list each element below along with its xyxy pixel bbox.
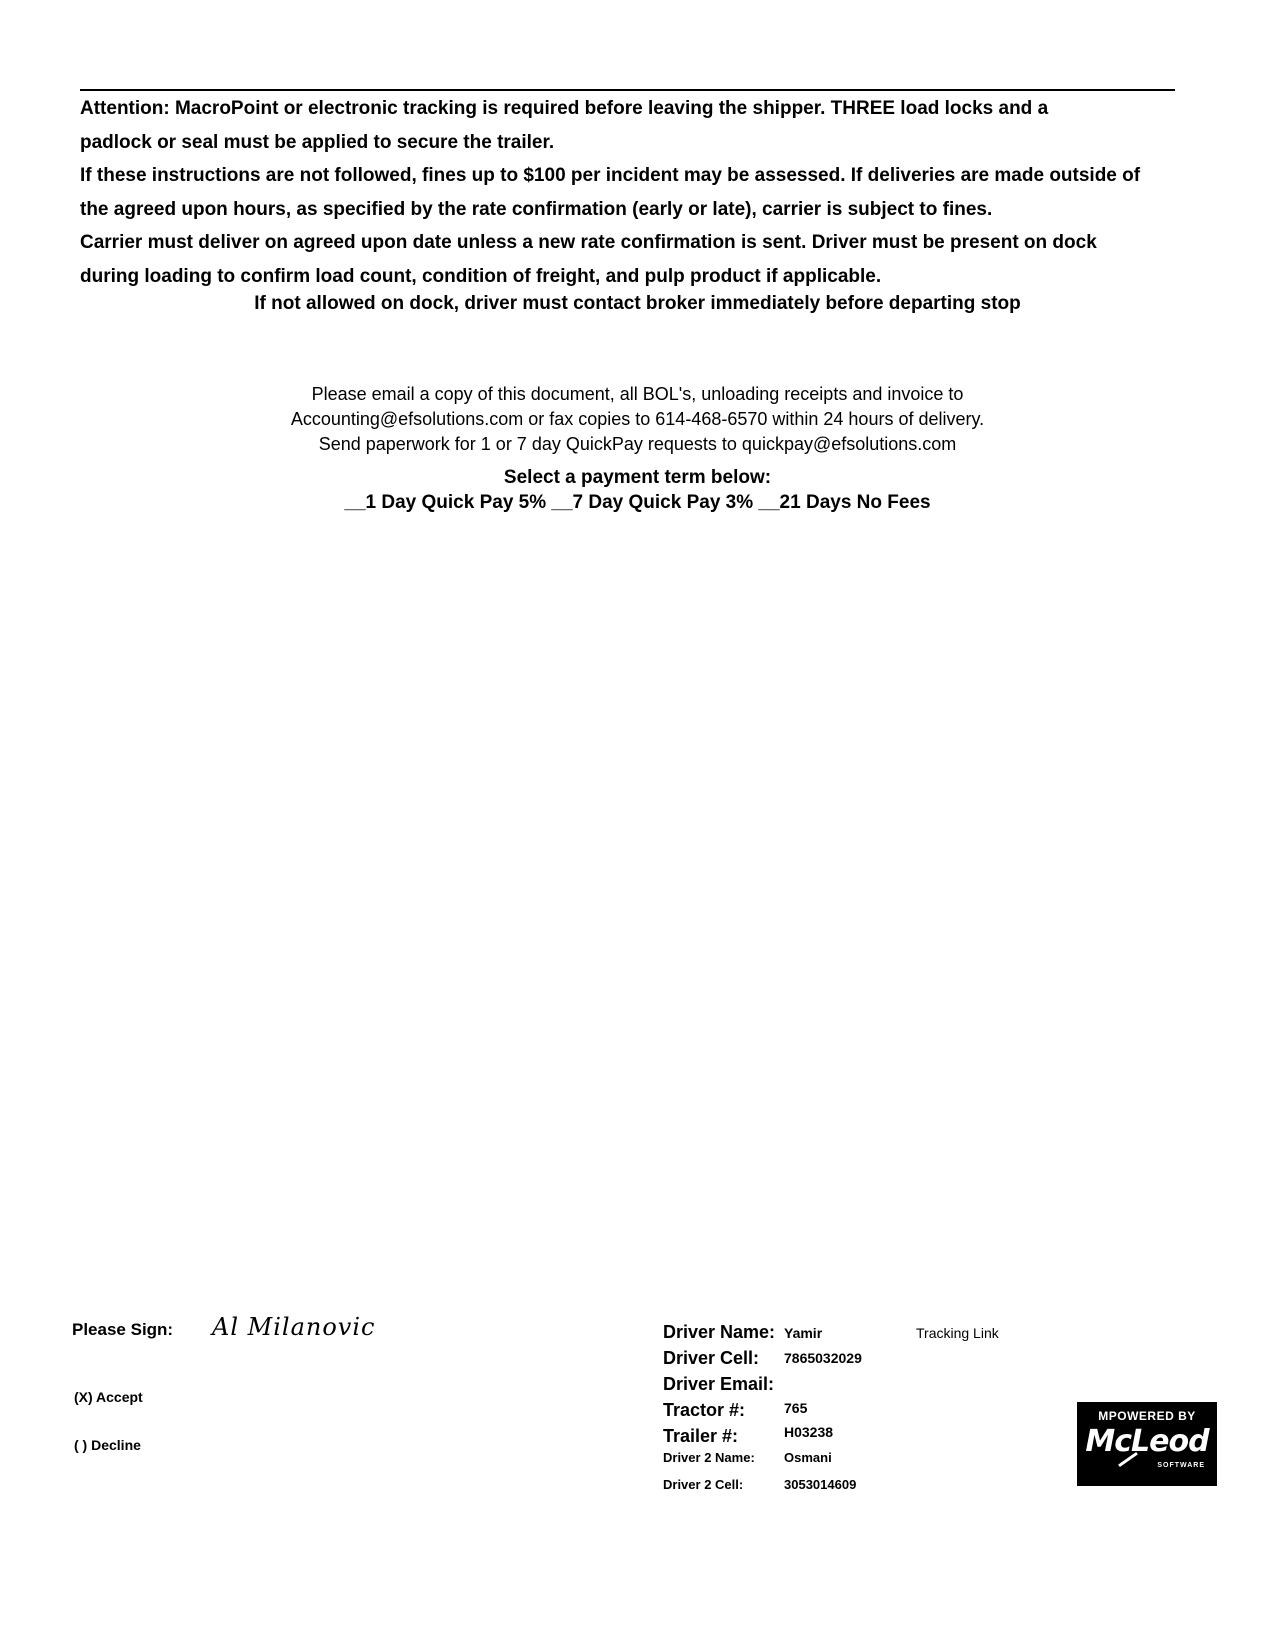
top-divider <box>80 89 1175 91</box>
driver-email-label: Driver Email: <box>663 1374 775 1394</box>
driver2-cell-label: Driver 2 Cell: <box>663 1477 744 1492</box>
instruction-line: padlock or seal must be applied to secure the trailer. <box>80 131 555 153</box>
tractor-value: 765 <box>784 1400 808 1416</box>
driver-cell-value: 7865032029 <box>784 1350 862 1366</box>
instruction-line: Attention: MacroPoint or electronic tracking is required before leaving the shipper. THREE load locks and a <box>80 98 1049 119</box>
driver-name-label: Driver Name: <box>663 1322 776 1342</box>
carrier-instructions <box>80 92 1210 293</box>
instruction-line: during loading to confirm load count, condition of freight, and pulp product if applicable. <box>80 265 882 287</box>
accept-option[interactable]: (X) Accept <box>74 1389 143 1405</box>
payment-term-options[interactable]: __1 Day Quick Pay 5% __7 Day Quick Pay 3% __21 Days No Fees <box>344 492 931 513</box>
instruction-line: Carrier must deliver on agreed upon date unless a new rate confirmation is sent. Driver must be present on dock <box>80 232 1097 253</box>
driver-cell-label: Driver Cell: <box>663 1348 760 1368</box>
driver2-name-label: Driver 2 Name: <box>663 1450 755 1465</box>
trailer-label: Trailer #: <box>663 1426 739 1446</box>
instruction-line: the agreed upon hours, as specified by the rate confirmation (early or late), carrier is subject to fines. <box>80 198 993 220</box>
logo-brand: McLeod <box>1085 1424 1209 1459</box>
paperwork-line: Please email a copy of this document, all BOL's, unloading receipts and invoice to <box>311 384 964 404</box>
instruction-line: If these instructions are not followed, fines up to $100 per incident may be assessed. If deliveries are made outside of <box>80 165 1141 186</box>
trailer-value: H03238 <box>784 1424 834 1440</box>
paperwork-instructions <box>0 382 1275 457</box>
signature[interactable]: Al Milanovic <box>212 1313 376 1341</box>
paperwork-line: Send paperwork for 1 or 7 day QuickPay requests to quickpay@efsolutions.com <box>318 434 957 454</box>
driver2-name-value: Osmani <box>784 1450 832 1465</box>
driver-name-value: Yamir <box>784 1325 823 1341</box>
logo-powered-by: MPOWERED BY <box>1098 1409 1196 1423</box>
tractor-label: Tractor #: <box>663 1400 746 1420</box>
mcleod-logo <box>1077 1402 1217 1486</box>
payment-term-title: Select a payment term below: <box>503 467 772 488</box>
decline-option[interactable]: ( ) Decline <box>74 1437 141 1453</box>
dock-instruction: If not allowed on dock, driver must contact broker immediately before departing stop <box>254 293 1021 314</box>
driver2-cell-value: 3053014609 <box>784 1477 857 1492</box>
sign-label: Please Sign: <box>72 1320 174 1339</box>
logo-software: SOFTWARE <box>1157 1462 1205 1469</box>
tracking-link[interactable]: Tracking Link <box>916 1325 999 1341</box>
paperwork-line: Accounting@efsolutions.com or fax copies to 614-468-6570 within 24 hours of delivery. <box>290 409 985 429</box>
